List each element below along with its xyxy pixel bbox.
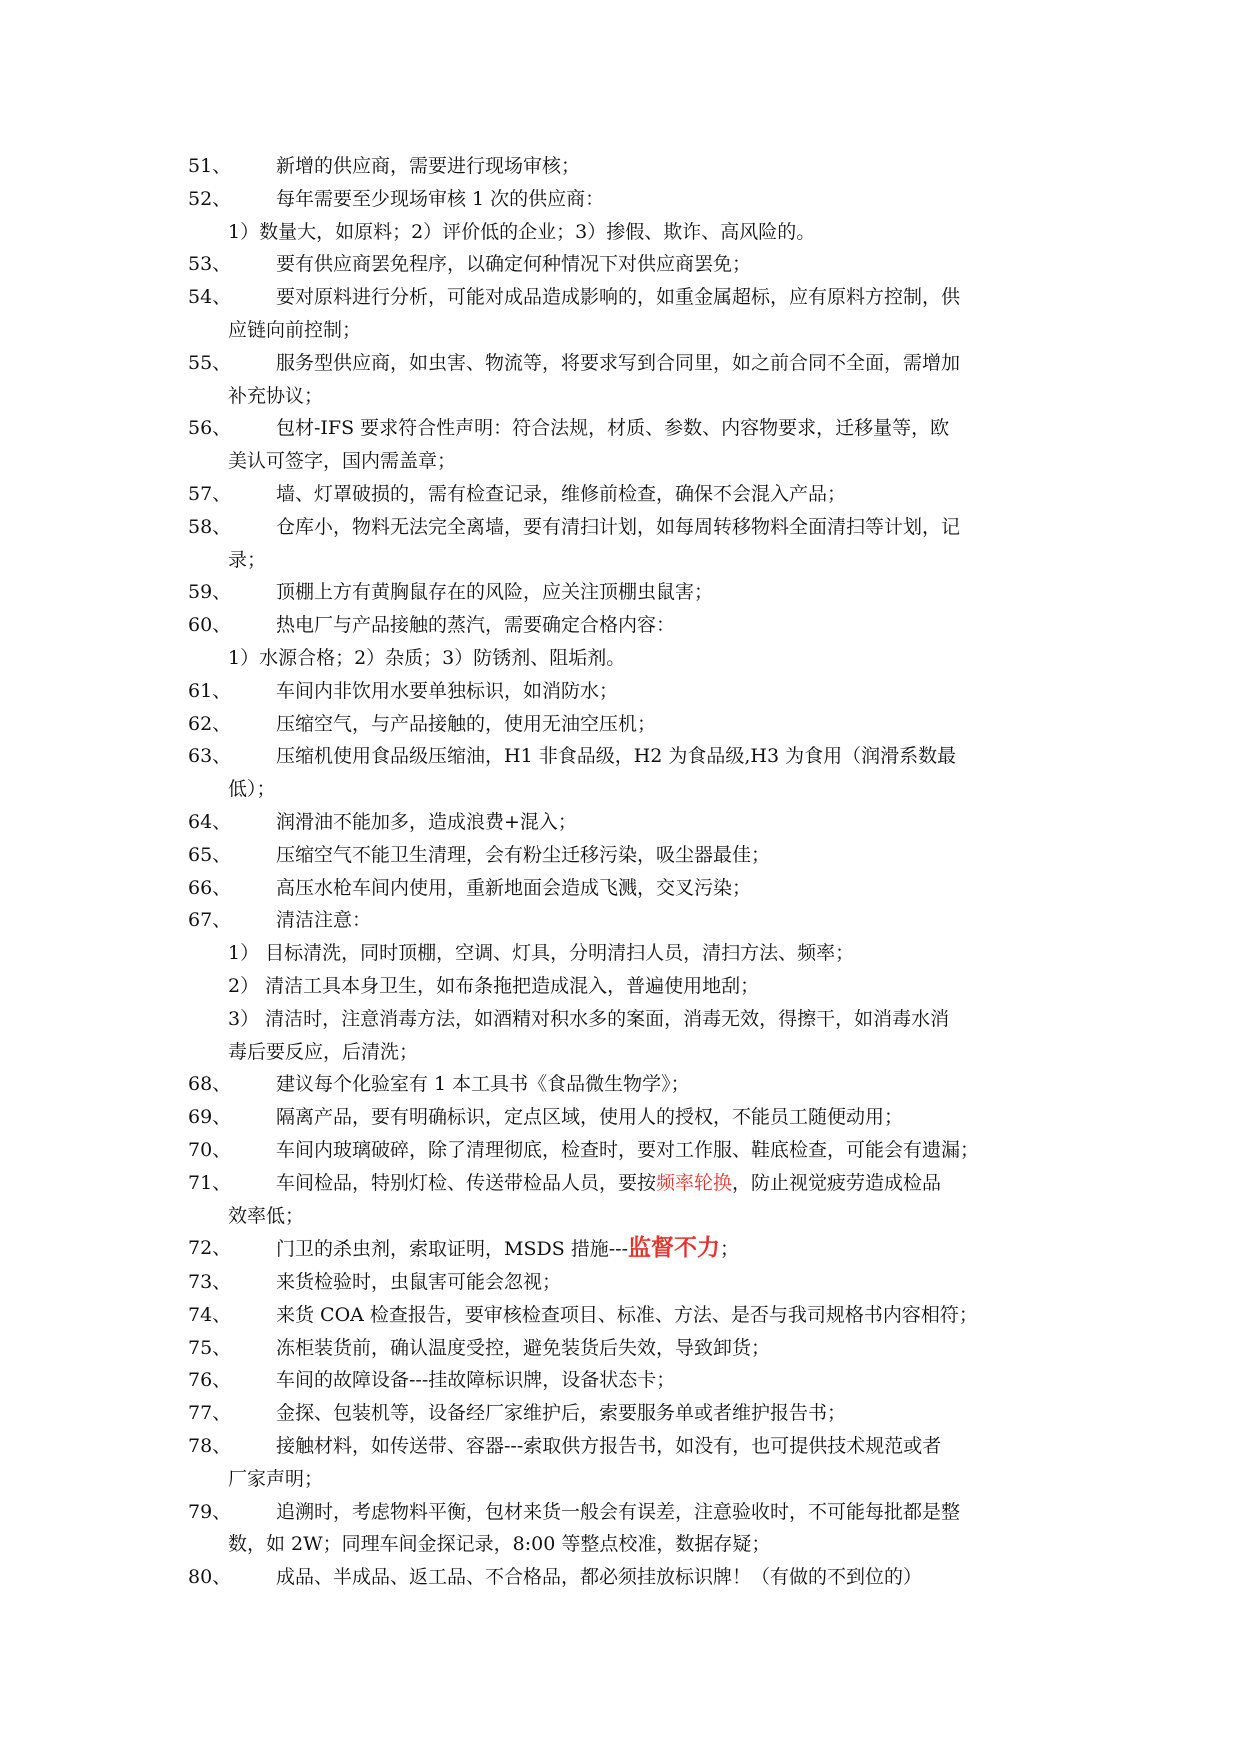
item-number: 65、 [188,843,232,866]
list-item [188,806,1068,839]
list-item [188,1561,1068,1594]
item-text: 车间内玻璃破碎，除了清理彻底，检查时，要对工作服、鞋底检查，可能会有遗漏； [276,1138,980,1161]
highlight-text: 频率轮换 [656,1171,733,1194]
item-text-continued: 应链向前控制； [228,318,362,341]
item-text: 顶棚上方有黄胸鼠存在的风险，应关注顶棚虫鼠害； [276,581,714,604]
list-item [188,740,1068,806]
item-text-continued: 厂家声明； [228,1467,324,1490]
list-item [188,609,1068,642]
item-text: 金探、包装机等，设备经厂家维护后，索要服务单或者维护报告书； [276,1402,847,1425]
item-text: 清洁注意： [276,909,372,932]
item-number: 78、 [188,1435,232,1458]
item-text: 车间的故障设备---挂故障标识牌，设备状态卡； [276,1369,676,1392]
sub-item: 3） 清洁时，注意消毒方法，如酒精对积水多的案面，消毒无效，得擦干，如消毒水消 [228,1007,950,1030]
list-item [188,1232,1068,1266]
item-text: 来货 COA 检查报告，要审核检查项目、标准、方法、是否与我司规格书内容相符； [276,1303,978,1326]
item-number: 54、 [188,286,232,309]
item-text: 冻柜装货前，确认温度受控，避免装货后失效，导致卸货； [276,1336,771,1359]
item-text: 高压水枪车间内使用，重新地面会造成飞溅，交叉污染； [276,876,752,899]
list-item [188,1430,1068,1496]
item-text-continued: 美认可签字，国内需盖章； [228,450,457,473]
item-text-part: 车间检品，特别灯检、传送带检品人员，要按 [276,1171,657,1194]
item-number: 57、 [188,482,232,505]
item-text-part: 门卫的杀虫剂，索取证明，MSDS 措施--- [276,1238,629,1261]
sub-item: 1） 目标清洗，同时顶棚，空调、灯具，分明清扫人员，清扫方法、频率； [228,942,855,965]
item-text: 要有供应商罢免程序，以确定何种情况下对供应商罢免； [276,253,752,276]
list-item [188,1167,1068,1233]
list-item [188,675,1068,708]
item-number: 70、 [188,1138,232,1161]
item-text: 压缩空气，与产品接触的，使用无油空压机； [276,712,657,735]
list-item [188,1364,1068,1397]
item-text: 成品、半成品、返工品、不合格品，都必须挂放标识牌！（有做的不到位的） [276,1566,923,1589]
item-text: 热电厂与产品接触的蒸汽，需要确定合格内容： [276,614,676,637]
list-item [188,1397,1068,1430]
sub-item: 2） 清洁工具本身卫生，如布条拖把造成混入，普遍使用地刮； [228,974,760,997]
list-item [188,1101,1068,1134]
list-item [188,839,1068,872]
item-number: 52、 [188,187,232,210]
item-number: 62、 [188,712,232,735]
item-text: 追溯时，考虑物料平衡，包材来货一般会有误差，注意验收时，不可能每批都是整 [276,1500,961,1523]
item-number: 55、 [188,351,232,374]
item-number: 79、 [188,1500,232,1523]
item-number: 58、 [188,515,232,538]
list-item [188,1068,1068,1101]
item-number: 73、 [188,1271,232,1294]
item-number: 60、 [188,614,232,637]
list-item [188,347,1068,413]
item-text: 每年需要至少现场审核 1 次的供应商： [276,187,605,210]
item-text-continued: 数，如 2W；同理车间金探记录，8:00 等整点校准，数据存疑； [228,1533,771,1556]
item-number: 77、 [188,1402,232,1425]
item-number: 69、 [188,1106,232,1129]
item-number: 68、 [188,1073,232,1096]
item-text: 包材-IFS 要求符合性声明：符合法规，材质、参数、内容物要求，迁移量等，欧 [276,417,950,440]
item-text: 要对原料进行分析，可能对成品造成影响的，如重金属超标，应有原料方控制，供 [276,286,961,309]
item-number: 67、 [188,909,232,932]
item-number: 80、 [188,1566,232,1589]
item-text [188,1232,1068,1266]
item-text-continued: 低）； [228,778,276,801]
item-text [188,1167,1068,1200]
item-text: 仓库小，物料无法完全离墙，要有清扫计划，如每周转移物料全面清扫等计划，记 [276,515,961,538]
item-text: 来货检验时，虫鼠害可能会忽视； [276,1271,562,1294]
item-text-part: ，防止视觉疲劳造成检品 [732,1171,942,1194]
item-number: 75、 [188,1336,232,1359]
item-text-continued: 补充协议； [228,384,324,407]
item-text: 车间内非饮用水要单独标识，如消防水； [276,679,619,702]
item-text: 服务型供应商，如虫害、物流等，将要求写到合同里，如之前合同不全面，需增加 [276,351,961,374]
item-number: 74、 [188,1303,232,1326]
item-text: 墙、灯罩破损的，需有检查记录，维修前检查，确保不会混入产品； [276,482,847,505]
list-item [188,1134,1068,1167]
list-item [188,1299,1068,1332]
list-item [188,511,1068,577]
item-number: 71、 [188,1171,232,1194]
list-item [188,576,1068,609]
item-text: 新增的供应商，需要进行现场审核； [276,155,581,177]
emphasis-text: 监督不力 [628,1235,721,1262]
list-item [188,708,1068,741]
list-item [188,412,1068,478]
item-text: 接触材料，如传送带、容器---索取供方报告书，如没有，也可提供技术规范或者 [276,1435,942,1458]
list-item [188,872,1068,905]
item-number: 53、 [188,253,232,276]
list-item [188,248,1068,281]
item-number: 63、 [188,745,232,768]
item-text-continued: 效率低； [228,1204,305,1227]
item-text: 润滑油不能加多，造成浪费+混入； [276,810,577,833]
list-item [188,478,1068,511]
list-item [188,1266,1068,1299]
item-number: 59、 [188,581,232,604]
item-number: 51、 [188,155,232,177]
item-number: 72、 [188,1237,232,1260]
list-item [188,183,1068,216]
item-text: 隔离产品，要有明确标识，定点区域，使用人的授权，不能员工随便动用； [276,1106,904,1129]
list-item [188,1496,1068,1562]
item-text-part: ； [720,1238,740,1261]
sub-item: 1）水源合格；2）杂质；3）防锈剂、阻垢剂。 [228,646,626,669]
item-number: 61、 [188,679,232,702]
item-number: 56、 [188,417,232,440]
checklist [188,150,1068,1594]
item-text: 压缩机使用食品级压缩油，H1 非食品级，H2 为食品级,H3 为食用（润滑系数最 [276,745,957,768]
list-item [188,150,1068,183]
item-text-continued: 录； [228,548,267,571]
item-number: 76、 [188,1369,232,1392]
list-item [188,281,1068,347]
list-item [188,1332,1068,1365]
item-text: 建议每个化验室有 1 本工具书《食品微生物学》； [276,1073,690,1096]
list-item [188,904,1068,937]
sub-item: 1）数量大，如原料；2）评价低的企业；3）掺假、欺诈、高风险的。 [228,220,816,243]
item-text: 压缩空气不能卫生清理，会有粉尘迁移污染，吸尘器最佳； [276,843,771,866]
item-number: 66、 [188,876,232,899]
sub-item: 毒后要反应，后清洗； [228,1040,419,1063]
item-number: 64、 [188,810,232,833]
